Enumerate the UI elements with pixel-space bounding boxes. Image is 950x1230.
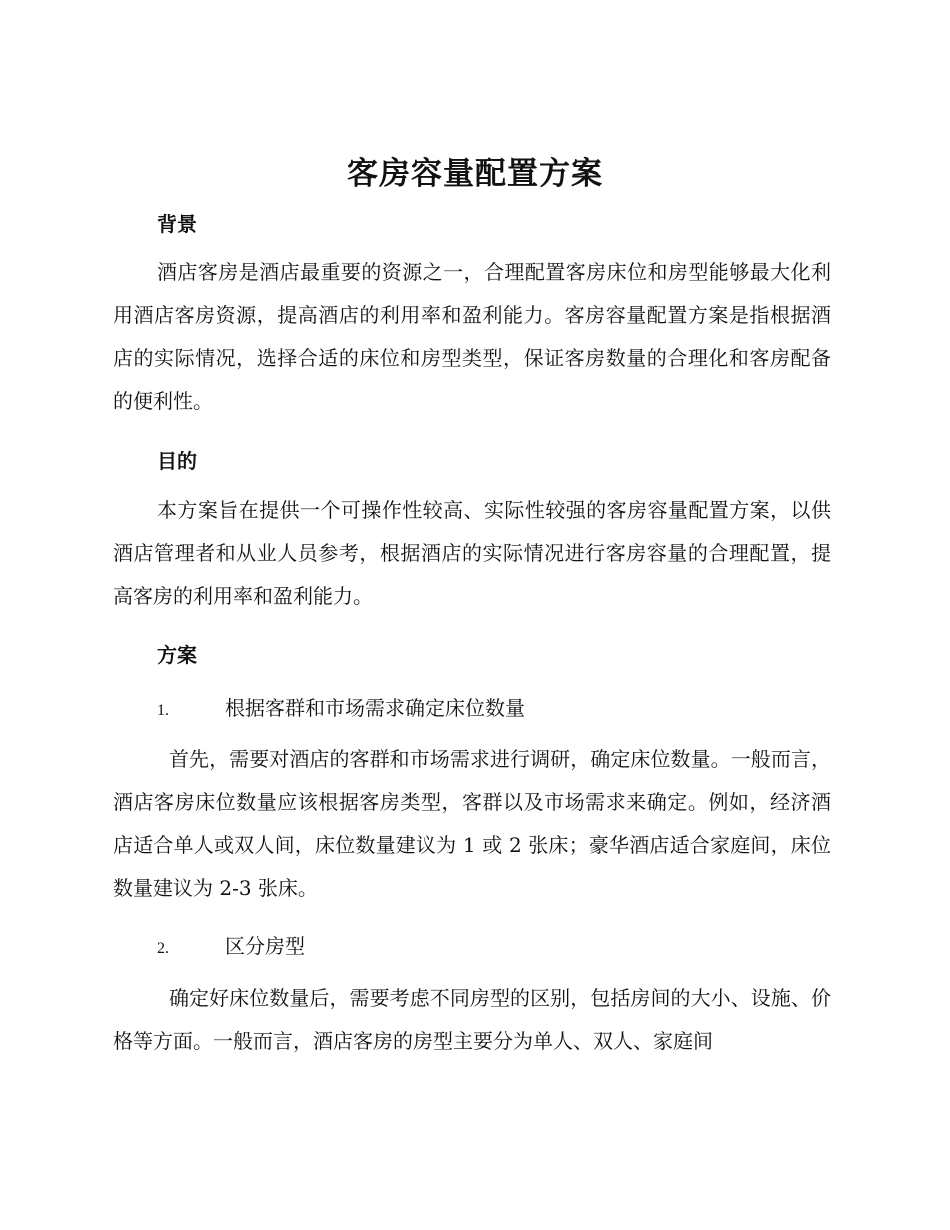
list-item-body-1: 首先，需要对酒店的客群和市场需求进行调研，确定床位数量。一般而言，酒店客房床位数量应该根据客房类型，客群以及市场需求来确定。例如，经济酒店适合单人或双人间，床位数量建议为 1 或 2 张床；豪华酒店适合家庭间，床位数量建议为 2-3 张床。 <box>113 747 831 900</box>
list-item-label: 区分房型 <box>225 934 305 958</box>
list-item-number: 1. <box>157 702 169 719</box>
list-item-2 <box>157 930 305 959</box>
section-heading-plan: 方案 <box>157 643 197 667</box>
list-item-label: 根据客群和市场需求确定床位数量 <box>225 696 525 720</box>
section-heading-background: 背景 <box>157 212 197 236</box>
section-body-background: 酒店客房是酒店最重要的资源之一，合理配置客房床位和房型能够最大化利用酒店客房资源，提高酒店的利用率和盈利能力。客房容量配置方案是指根据酒店的实际情况，选择合适的床位和房型类型，保证客房数量的合理化和客房配备的便利性。 <box>113 260 831 413</box>
section-heading-purpose: 目的 <box>157 449 197 473</box>
list-item-number: 2. <box>157 940 169 957</box>
document-title: 客房容量配置方案 <box>347 156 603 192</box>
section-body-purpose: 本方案旨在提供一个可操作性较高、实际性较强的客房容量配置方案，以供酒店管理者和从业人员参考，根据酒店的实际情况进行客房容量的合理配置，提高客房的利用率和盈利能力。 <box>113 498 831 608</box>
list-item-1 <box>157 692 525 721</box>
list-item-body-2: 确定好床位数量后，需要考虑不同房型的区别，包括房间的大小、设施、价格等方面。一般而言，酒店客房的房型主要分为单人、双人、家庭间 <box>113 986 831 1053</box>
